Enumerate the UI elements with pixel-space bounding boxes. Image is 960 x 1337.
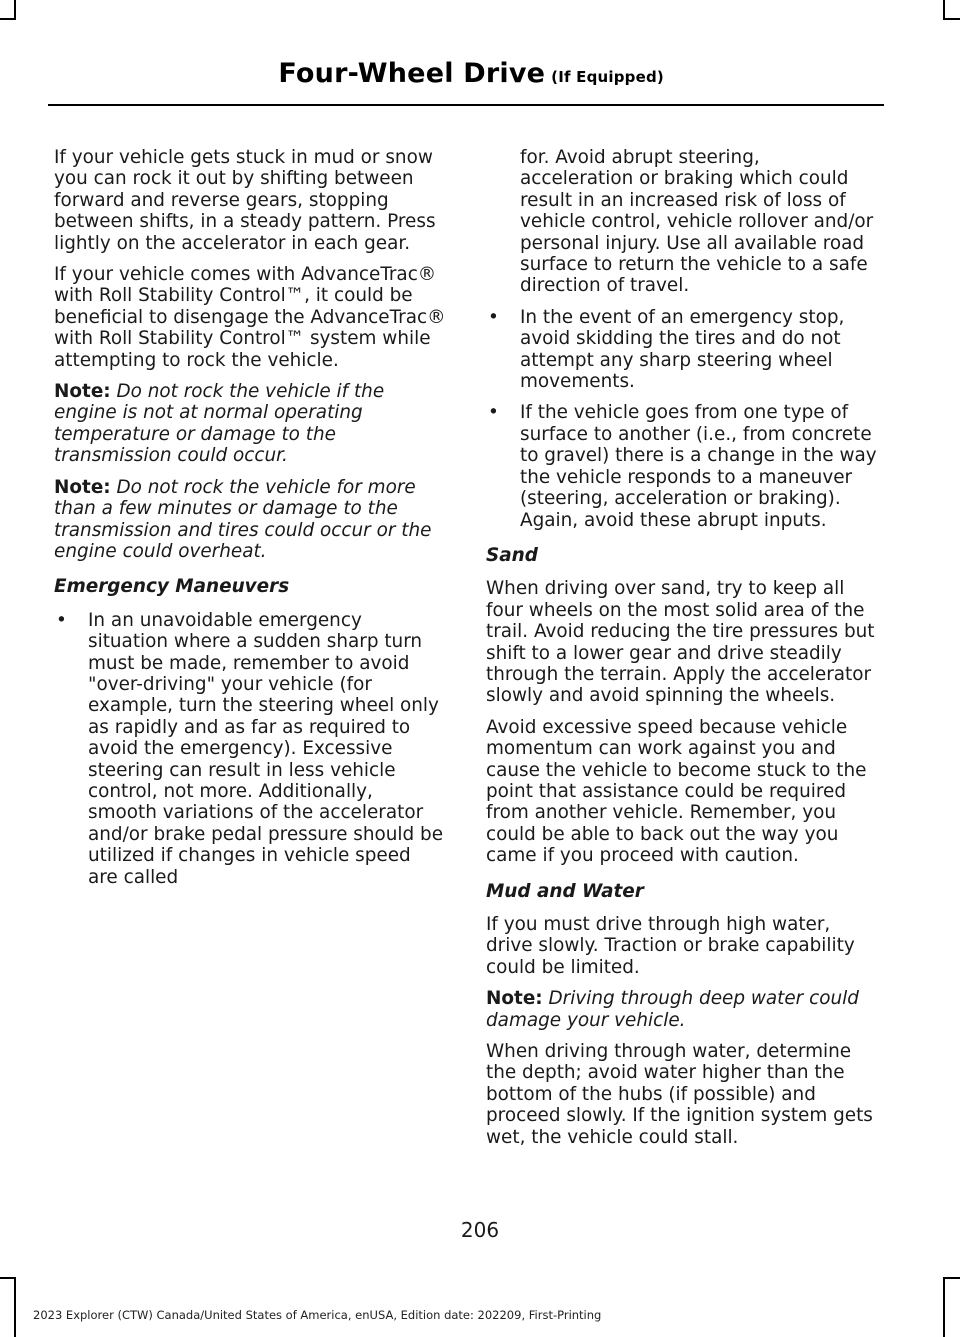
bullet-glyph: • xyxy=(488,402,499,424)
crop-mark-top-left-vertical xyxy=(14,0,16,20)
crop-mark-top-left-horizontal xyxy=(0,18,16,20)
list-item-text: In the event of an emergency stop, avoid skidding the tires and do not attempt any sharp steering wheel movements. xyxy=(520,306,845,393)
paragraph-advancetrac: If your vehicle comes with AdvanceTrac® with Roll Stability Control™, it could be beneficial to disengage the AdvanceTrac® with Roll Stability Control™ system while attempting to rock the vehicle. xyxy=(54,264,446,371)
note-engine-temperature xyxy=(54,381,446,467)
subheading-sand: Sand xyxy=(486,544,538,566)
crop-mark-bottom-right-horizontal xyxy=(943,1277,960,1279)
header-title-main: Four-Wheel Drive xyxy=(278,58,546,89)
bullet-glyph: • xyxy=(488,306,499,328)
paragraph-water-depth: When driving through water, determine the depth; avoid water higher than the bottom of the hubs (if possible) and proceed slowly. If the ignition system gets wet, the vehicle could stall. xyxy=(486,1041,873,1148)
left-column xyxy=(54,147,446,898)
bullet-continuation: for. Avoid abrupt steering, acceleration or braking which could result in an increased risk of loss of vehicle control, vehicle rollover and/or personal injury. Use all available road surface to return the vehicle to a safe direction of travel. xyxy=(520,147,874,297)
header-title-suffix: (If Equipped) xyxy=(551,68,664,86)
crop-mark-bottom-left-vertical xyxy=(14,1277,16,1337)
note-text: Do not rock the vehicle if the engine is not at normal operating temperature or damage to the transmission could occur. xyxy=(54,381,385,467)
note-label: Note: xyxy=(54,381,111,403)
list-item xyxy=(486,402,878,530)
subheading-emergency-maneuvers: Emergency Maneuvers xyxy=(54,576,290,598)
note-label: Note: xyxy=(486,988,543,1010)
subheading-mud-and-water: Mud and Water xyxy=(486,880,644,902)
note-text: Driving through deep water could damage your vehicle. xyxy=(486,988,859,1031)
paragraph-rocking: If your vehicle gets stuck in mud or snow you can rock it out by shifting between forward and reverse gears, stopping between shifts, in a steady pattern. Press lightly on the accelerator in each gear. xyxy=(54,147,436,254)
list-item xyxy=(54,610,446,888)
list-item-text: In an unavoidable emergency situation where a sudden sharp turn must be made, remember to avoid "over-driving" your vehicle (for example, turn the steering wheel only as rapidly and as far as required to avoid the emergency). Excessive steering can result in less vehicle control, not more. Additionally, smooth variations of the accelerator and/or brake pedal pressure should be utilized if changes in vehicle speed are called xyxy=(88,609,444,888)
page-header-title xyxy=(278,58,664,89)
crop-mark-bottom-left-horizontal xyxy=(0,1277,16,1279)
note-text: Do not rock the vehicle for more than a few minutes or damage to the transmission and tires could occur or the engine could overheat. xyxy=(54,476,432,562)
list-item-text: If the vehicle goes from one type of surface to another (i.e., from concrete to gravel) there is a change in the way the vehicle responds to a maneuver (steering, acceleration or braking). Again, avoid these abrupt inputs. xyxy=(520,402,877,531)
paragraph-high-water: If you must drive through high water, drive slowly. Traction or brake capability could be limited. xyxy=(486,914,855,978)
list-item xyxy=(486,307,878,393)
paragraph-sand-speed: Avoid excessive speed because vehicle momentum can work against you and cause the vehicle to become stuck to the point that assistance could be required from another vehicle. Remember, you could be able to back out the way you came if you proceed with caution. xyxy=(486,716,867,867)
paragraph-sand-driving: When driving over sand, try to keep all four wheels on the most solid area of the trail. Avoid reducing the tire pressures but shift to a lower gear and drive steadily through the terrain. Apply the accelerator slowly and avoid spinning the wheels. xyxy=(486,578,875,707)
crop-mark-bottom-right-vertical xyxy=(943,1277,945,1337)
right-column xyxy=(486,147,878,1158)
page-number: 206 xyxy=(460,1218,500,1242)
bullet-glyph: • xyxy=(56,609,67,631)
note-rocking-duration xyxy=(54,477,446,563)
header-divider xyxy=(48,104,884,106)
emergency-bullet-list-continued xyxy=(486,307,878,531)
crop-mark-top-right-vertical xyxy=(943,0,945,20)
emergency-bullet-list xyxy=(54,610,446,888)
crop-mark-top-right-horizontal xyxy=(943,18,960,20)
note-deep-water xyxy=(486,988,878,1031)
note-label: Note: xyxy=(54,476,111,498)
page-footer: 2023 Explorer (CTW) Canada/United States of America, enUSA, Edition date: 202209, First-Printing xyxy=(33,1308,602,1322)
